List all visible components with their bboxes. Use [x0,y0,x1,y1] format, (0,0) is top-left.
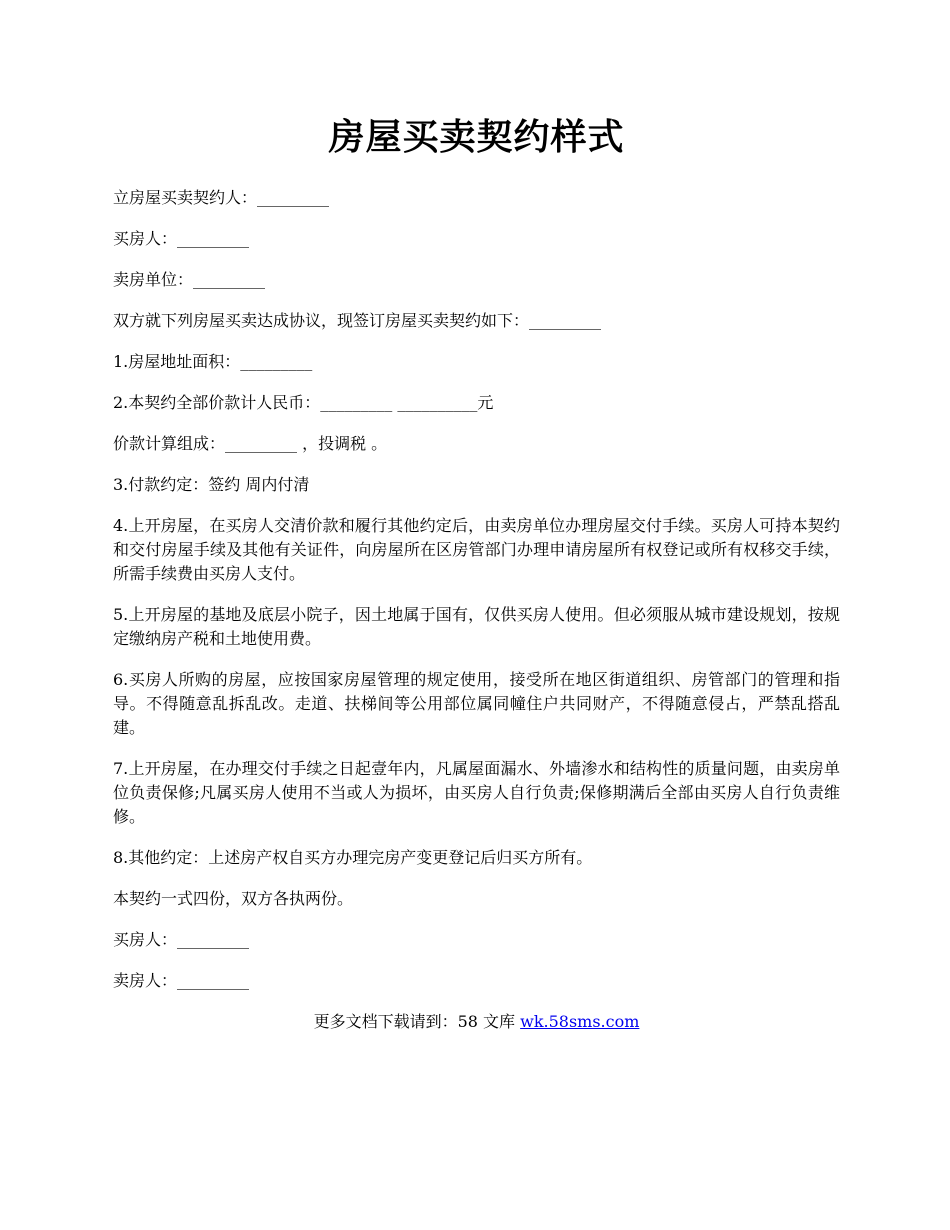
clause-7: 7.上开房屋，在办理交付手续之日起壹年内，凡属屋面漏水、外墙渗水和结构性的质量问题，由卖房单位负责保修;凡属买房人使用不当或人为损坏，由买房人自行负责;保修期满后全部由买房人自行负责维修。 [113,759,840,826]
footer-text: 更多文档下载请到：58 文库 [313,1012,521,1031]
footer [113,1010,840,1034]
clause-2: 2.本契约全部价款计人民币：_________ __________元 [113,393,494,412]
buyer-signature-line: 买房人：_________ [113,930,250,949]
clause-4: 4.上开房屋，在买房人交清价款和履行其他约定后，由卖房单位办理房屋交付手续。买房人可持本契约和交付房屋手续及其他有关证件，向房屋所在区房管部门办理申请房屋所有权登记或所有权移交手续，所需手续费由买房人支付。 [113,516,840,583]
seller-signature-line: 卖房人：_________ [113,971,250,990]
contract-party-line: 立房屋买卖契约人：_________ [113,188,330,207]
seller-unit-line: 卖房单位：_________ [113,270,266,289]
clause-6: 6.买房人所购的房屋，应按国家房屋管理的规定使用，接受所在地区街道组织、房管部门的管理和指导。不得随意乱拆乱改。走道、扶梯间等公用部位属同幢住户共同财产，不得随意侵占，严禁乱搭乱建。 [113,670,840,737]
agreement-intro: 双方就下列房屋买卖达成协议，现签订房屋买卖契约如下：_________ [113,311,602,330]
clause-5: 5.上开房屋的基地及底层小院子，因土地属于国有，仅供买房人使用。但必须服从城市建设规划，按规定缴纳房产税和土地使用费。 [113,605,840,648]
document-page [113,110,840,1034]
clause-8: 8.其他约定：上述房产权自买方办理完房产变更登记后归买方所有。 [113,848,593,867]
clause-3: 3.付款约定：签约 周内付清 [113,475,310,494]
clause-1: 1.房屋地址面积：_________ [113,352,313,371]
buyer-line: 买房人：_________ [113,229,250,248]
document-title: 房屋买卖契约样式 [328,116,625,158]
footer-link[interactable]: wk.58sms.com [520,1012,640,1031]
copies-statement: 本契约一式四份，双方各执两份。 [113,889,354,908]
price-composition: 价款计算组成：_________ ，投调税 。 [113,434,388,453]
